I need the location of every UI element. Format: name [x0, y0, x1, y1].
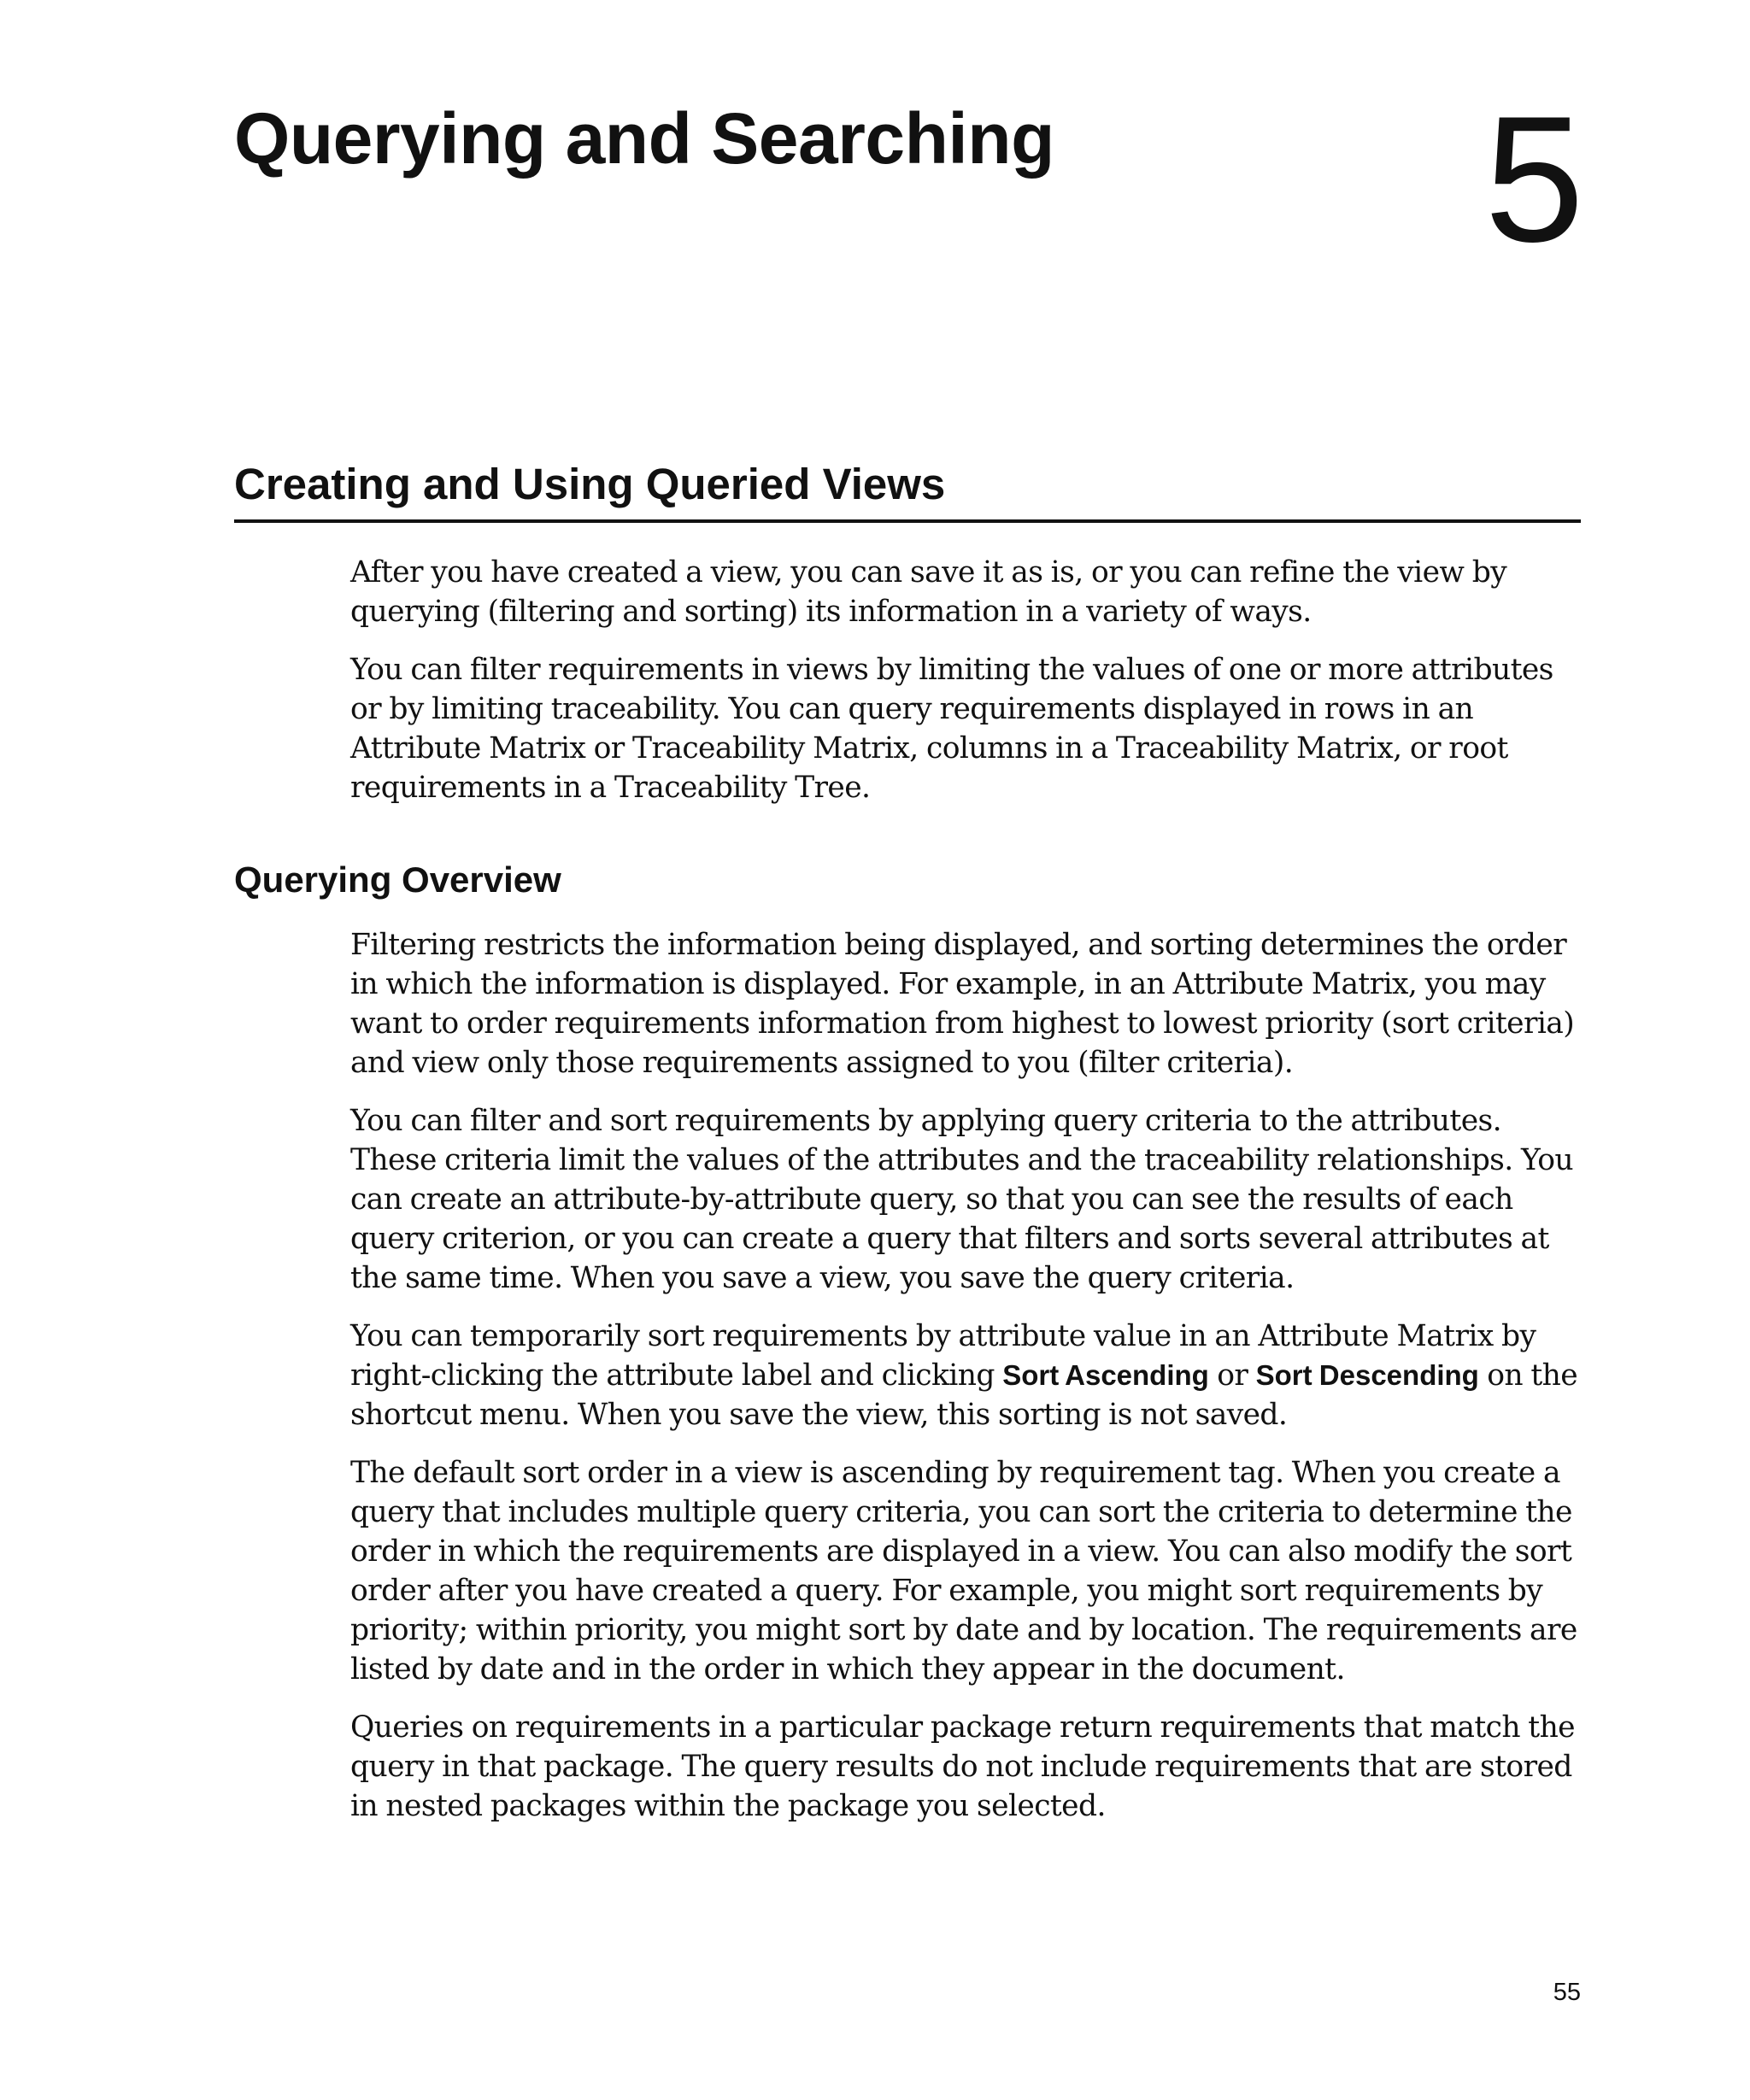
subsection-paragraph: You can filter and sort requirements by applying query criteria to the attributes. These criteria limit the values of the attributes and the traceability relationships. You can create an attribute-by-attribute query, so that you can see the results of each query criterion, or you can create a query that filters and sorts several attributes at the same time. When you save a view, you save the query criteria.	[350, 1104, 1573, 1295]
sort-descending-term: Sort Descending	[1255, 1359, 1479, 1391]
section-paragraph: After you have created a view, you can save it as is, or you can refine the view by querying (filtering and sorting) its information in a variety of ways.	[350, 555, 1507, 629]
subsection-heading: Querying Overview	[234, 859, 561, 900]
subsection-body	[350, 925, 1581, 1845]
chapter-number: 5	[1484, 79, 1584, 279]
sort-ascending-term: Sort Ascending	[1002, 1359, 1209, 1391]
paragraph-text: on the shortcut menu. When you save the view, this sorting is not saved.	[350, 1358, 1578, 1432]
subsection-paragraph: Queries on requirements in a particular package return requirements that match the query in that package. The query results do not include requirements that are stored in nested packages within the package you selected.	[350, 1710, 1576, 1823]
section-divider	[234, 519, 1581, 523]
chapter-title: Querying and Searching	[234, 98, 1054, 179]
section-body	[350, 553, 1581, 826]
paragraph-text: You can temporarily sort requirements by attribute value in an Attribute Matrix by right-clicking the attribute label and clicking	[350, 1319, 1536, 1393]
section-heading: Creating and Using Queried Views	[234, 460, 946, 508]
page-number: 55	[1553, 1979, 1581, 2006]
subsection-paragraph-with-terms	[350, 1317, 1581, 1434]
subsection-paragraph: Filtering restricts the information being displayed, and sorting determines the order in which the information is displayed. For example, in an Attribute Matrix, you may want to order requirements information from highest to lowest priority (sort criteria) and view only those requirements assigned to you (filter criteria).	[350, 928, 1575, 1080]
paragraph-text: or	[1208, 1358, 1256, 1393]
subsection-paragraph: The default sort order in a view is ascending by requirement tag. When you create a query that includes multiple query criteria, you can sort the criteria to determine the order in which the requirements are displayed in a view. You can also modify the sort order after you have created a query. For example, you might sort requirements by priority; within priority, you might sort by date and by location. The requirements are listed by date and in the order in which they appear in the document.	[350, 1456, 1577, 1686]
section-paragraph: You can filter requirements in views by limiting the values of one or more attributes or by limiting traceability. You can query requirements displayed in rows in an Attribute Matrix or Traceability Matrix, columns in a Traceability Matrix, or root requirements in a Traceability Tree.	[350, 653, 1553, 805]
